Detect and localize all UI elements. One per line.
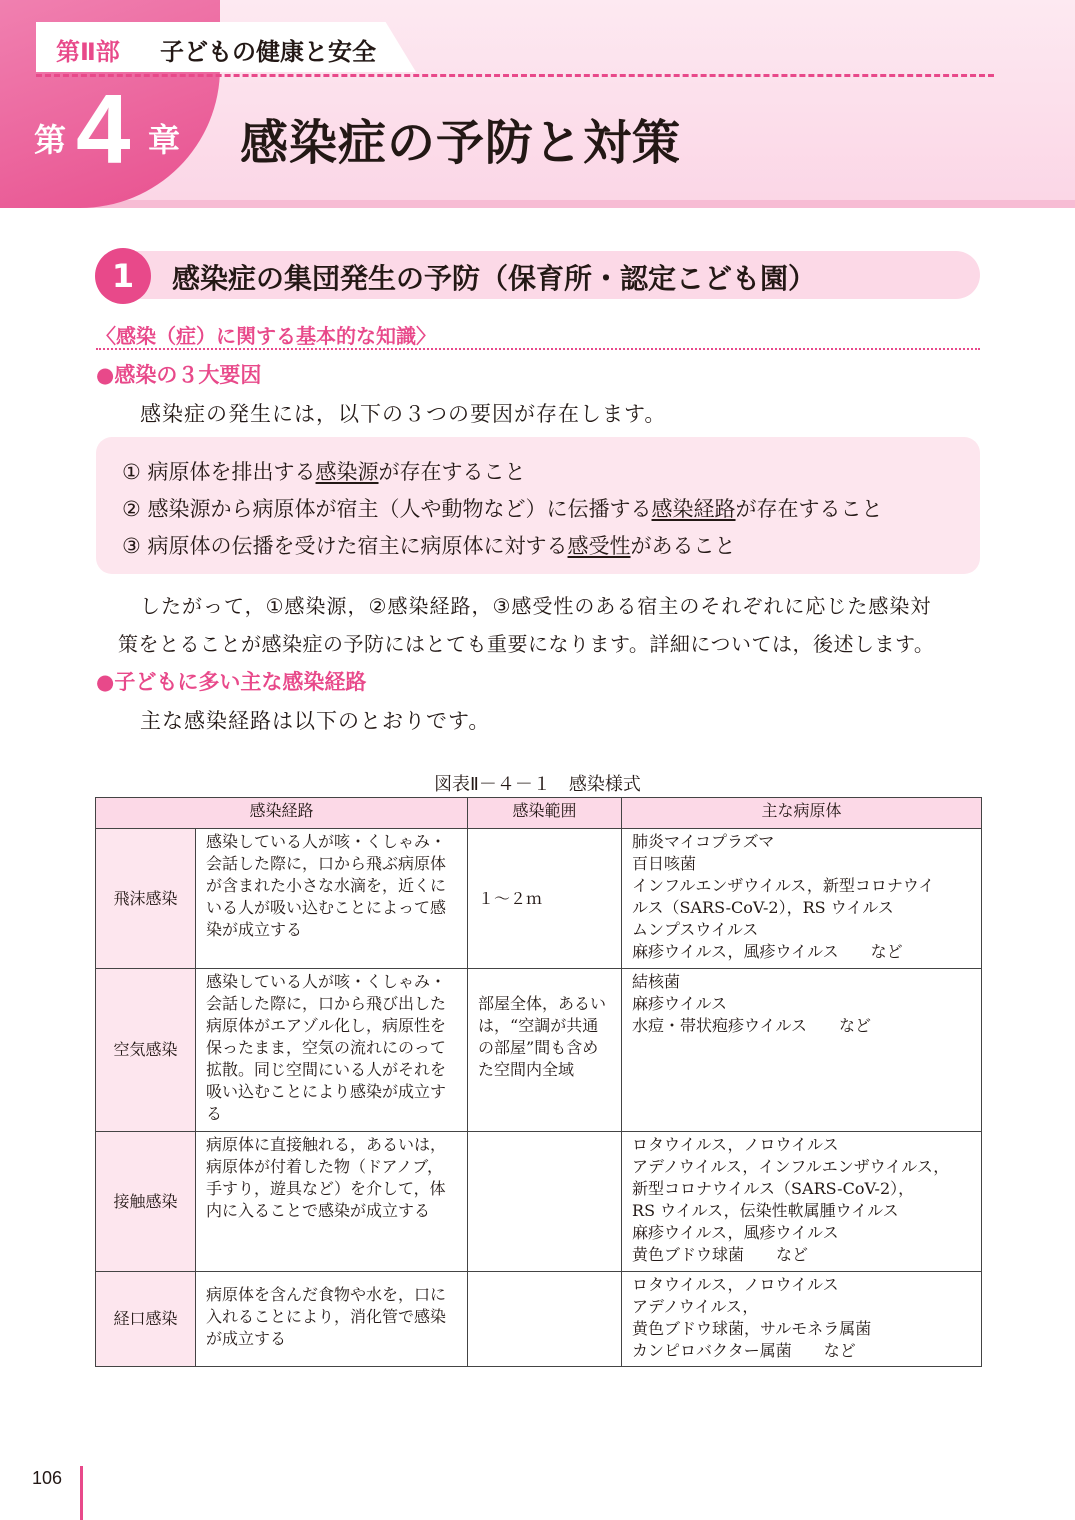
pathogen: 麻疹ウイルス (632, 994, 728, 1013)
factor-term: 感受性 (567, 534, 631, 558)
factor-text: があること (630, 534, 736, 558)
route-pathogens (622, 1272, 982, 1367)
table-header-row (96, 798, 982, 829)
pathogen: アデノウイルス， (632, 1297, 759, 1316)
pathogen: ロタウイルス，ノロウイルス (632, 1135, 839, 1154)
summary-text: ， (471, 594, 493, 618)
header-range: 感染範囲 (468, 798, 622, 829)
chapter-suffix: 章 (148, 121, 181, 159)
route-name: 経口感染 (96, 1272, 196, 1367)
route-range: 部屋全体，あるいは，“空調が共通の部屋”間も含めた空間内全域 (468, 969, 622, 1132)
factor-item (122, 493, 883, 523)
dotted-divider (96, 348, 980, 350)
factor-text: 病原体の伝播を受けた宿主に病原体に対する (147, 534, 568, 558)
factor-item (122, 456, 526, 486)
pathogen: 肺炎マイコプラズマ (632, 832, 775, 851)
route-name: 接触感染 (96, 1132, 196, 1272)
route-description: 感染している人が咳・くしゃみ・会話した際に，口から飛ぶ病原体が含まれた小さな水滴を，近くにいる人が吸い込むことによって感染が成立する (196, 829, 468, 969)
summary-line-2: 策をとることが感染症の予防にはとても重要になります。詳細については，後述します。 (118, 632, 935, 656)
pathogen: RS ウイルス，伝染性軟属腫ウイルス (632, 1201, 899, 1220)
chapter-prefix: 第 (34, 121, 67, 159)
pathogen: ルス（SARS-CoV-2），RS ウイルス (632, 898, 894, 917)
factor-text: が存在すること (735, 497, 883, 521)
factor-term: 感染経路 (651, 497, 736, 521)
route-description: 病原体に直接触れる，あるいは，病原体が付着した物（ドアノブ，手すり，遊具など）を介して，体内に入ることで感染が成立する (196, 1132, 468, 1272)
dashed-divider (36, 74, 994, 77)
factor-number: ③ (122, 534, 141, 558)
header-route: 感染経路 (96, 798, 468, 829)
pathogen: 黄色ブドウ球菌，サルモネラ属菌 (632, 1319, 872, 1338)
table-row (96, 829, 982, 969)
part-title: 子どもの健康と安全 (160, 38, 376, 66)
route-range (468, 1132, 622, 1272)
pathogen: カンピロバクター属菌 など (632, 1341, 856, 1360)
route-name: 空気感染 (96, 969, 196, 1132)
route-pathogens (622, 1132, 982, 1272)
pathogen: 新型コロナウイルス（SARS-CoV-2）， (632, 1179, 915, 1198)
sub-heading: 〈感染（症）に関する基本的な知識〉 (96, 324, 436, 348)
pathogen: 百日咳菌 (632, 854, 697, 873)
part-label: 第Ⅱ部 (56, 38, 120, 66)
pathogen: ムンプスウイルス (632, 920, 759, 939)
page-number-bar (80, 1466, 83, 1520)
route-range: １～２ｍ (468, 829, 622, 969)
pathogen: 黄色ブドウ球菌 など (632, 1245, 809, 1264)
factor-number: ② (122, 497, 141, 521)
factor-text: が存在すること (378, 460, 526, 484)
summary-text: ， (347, 594, 369, 618)
page-number: 106 (32, 1468, 63, 1488)
table-row (96, 969, 982, 1132)
summary-line-1 (140, 590, 931, 619)
pathogen: 麻疹ウイルス，風疹ウイルス (632, 1223, 839, 1242)
routes-intro: 主な感染経路は以下のとおりです。 (140, 709, 491, 733)
section-number: 1 (95, 248, 151, 304)
pathogen: アデノウイルス，インフルエンザウイルス， (632, 1157, 950, 1176)
pathogen: ロタウイルス，ノロウイルス (632, 1275, 839, 1294)
header-pathogens: 主な病原体 (622, 798, 982, 829)
pathogen: 麻疹ウイルス，風疹ウイルス など (632, 942, 903, 961)
table-row (96, 1272, 982, 1367)
factors-heading: ●感染の３大要因 (96, 363, 262, 387)
table-caption: 図表Ⅱ－４－１ 感染様式 (434, 774, 641, 795)
routes-heading: ●子どもに多い主な感染経路 (96, 670, 367, 694)
factor-term: 感染源 (315, 460, 379, 484)
summary-term: ③感受性 (492, 594, 575, 618)
chapter-number: 4 (76, 74, 131, 184)
factors-intro: 感染症の発生には，以下の３つの要因が存在します。 (140, 402, 667, 426)
summary-text: のある宿主のそれぞれに応じた感染対 (574, 594, 932, 618)
summary-term: ①感染源 (265, 594, 348, 618)
pathogen: 水痘・帯状疱疹ウイルス など (632, 1016, 872, 1035)
table-row (96, 1132, 982, 1272)
route-description: 病原体を含んだ食物や水を，口に入れることにより，消化管で感染が成立する (196, 1272, 468, 1367)
factor-number: ① (122, 460, 141, 484)
factor-text: 病原体を排出する (147, 460, 316, 484)
section-title: 感染症の集団発生の予防（保育所・認定こども園） (172, 262, 817, 295)
chapter-title: 感染症の予防と対策 (240, 115, 682, 171)
infection-table (95, 797, 982, 1367)
header-divider (0, 200, 1075, 208)
summary-text: したがって， (140, 594, 266, 618)
pathogen: 結核菌 (632, 972, 681, 991)
route-range (468, 1272, 622, 1367)
summary-term: ②感染経路 (368, 594, 472, 618)
factor-text: 感染源から病原体が宿主（人や動物など）に伝播する (147, 497, 652, 521)
factor-item (122, 530, 736, 560)
pathogen: インフルエンザウイルス，新型コロナウイ (632, 876, 935, 895)
route-pathogens (622, 969, 982, 1132)
route-name: 飛沫感染 (96, 829, 196, 969)
route-description: 感染している人が咳・くしゃみ・会話した際に，口から飛び出した病原体がエアゾル化し，病原性を保ったまま，空気の流れにのって拡散。同じ空間にいる人がそれを吸い込むことにより感染が成立する (196, 969, 468, 1132)
route-pathogens (622, 829, 982, 969)
